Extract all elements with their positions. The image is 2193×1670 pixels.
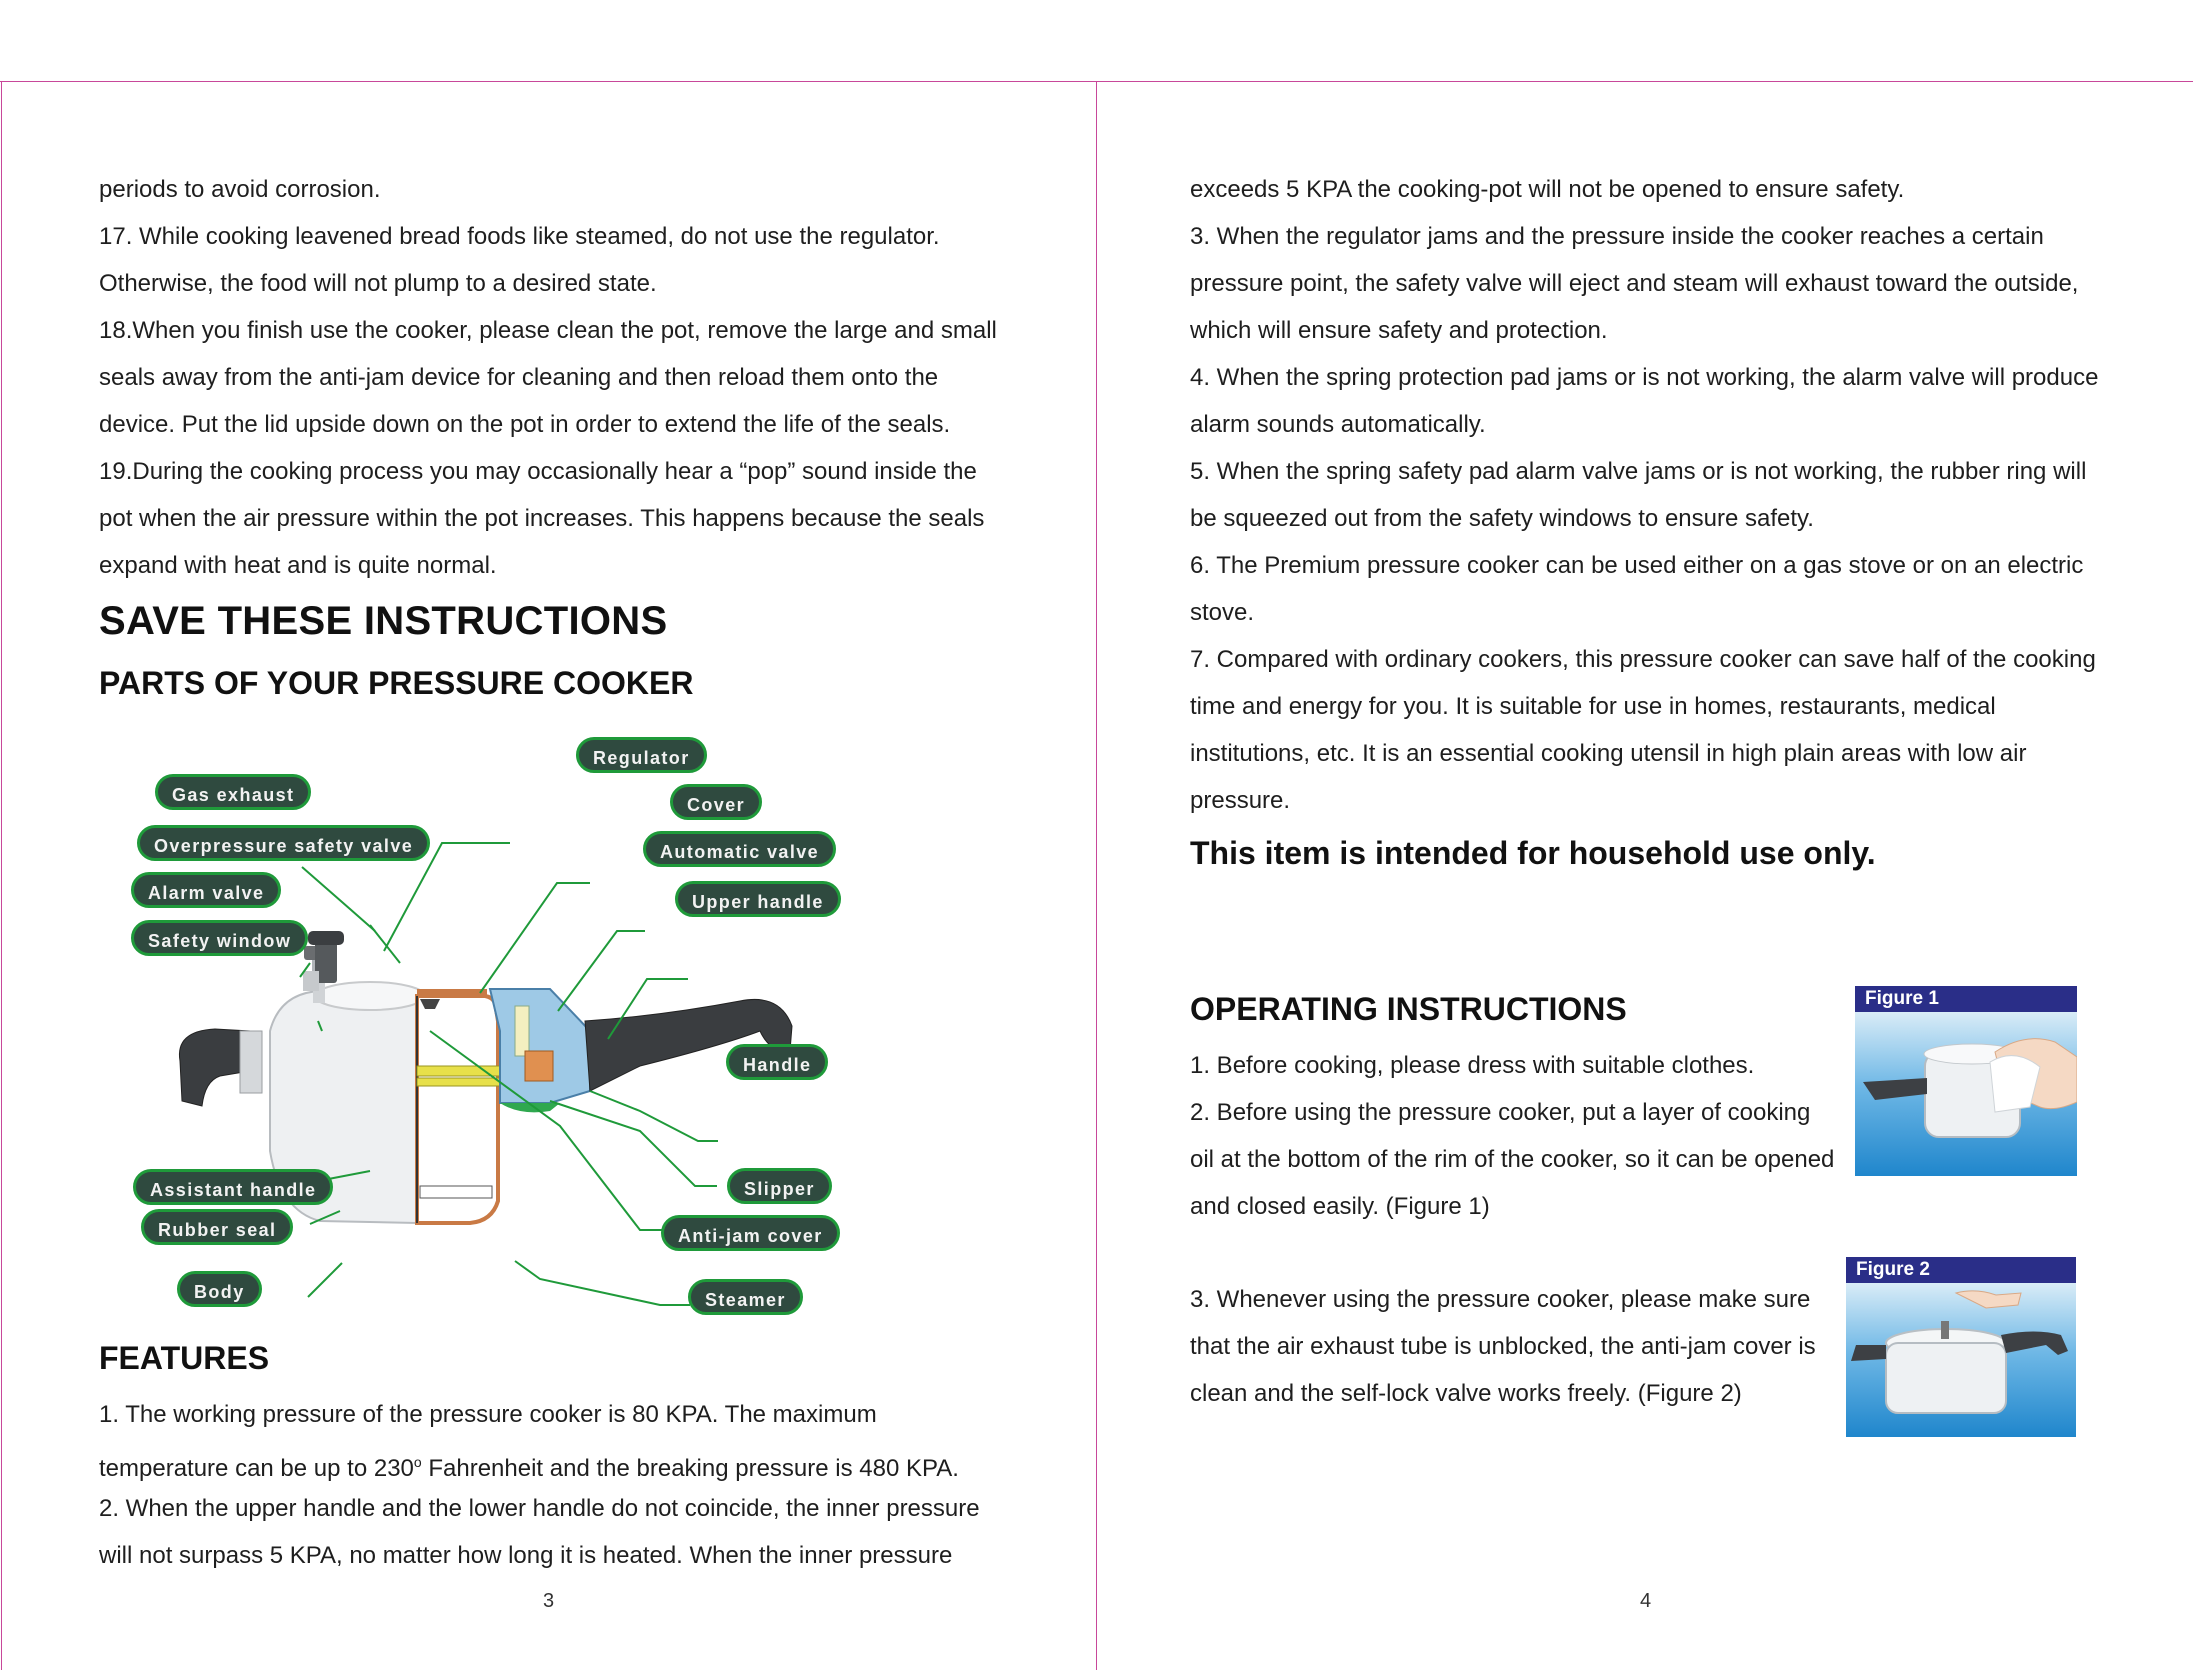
text-line: be squeezed out from the safety windows to ensure safety.	[1190, 505, 1814, 532]
label-steamer: Steamer	[688, 1279, 803, 1315]
steamer-shape	[420, 1186, 492, 1198]
text-line: 5. When the spring safety pad alarm valve jams or is not working, the rubber ring will	[1190, 458, 2087, 485]
figure-2	[1846, 1257, 2076, 1437]
text-line: and closed easily. (Figure 1)	[1190, 1193, 1490, 1220]
text-line: 19.During the cooking process you may occasionally hear a “pop” sound inside the	[99, 458, 977, 485]
text-line: oil at the bottom of the rim of the cooker, so it can be opened	[1190, 1146, 1835, 1173]
automatic-valve-stem	[515, 1006, 529, 1056]
text-line: expand with heat and is quite normal.	[99, 552, 497, 579]
text-line: alarm sounds automatically.	[1190, 411, 1486, 438]
right-page	[1097, 81, 2193, 1670]
assistant-handle-shape	[179, 1029, 250, 1106]
handle-bracket	[240, 1031, 262, 1093]
label-safety-window: Safety window	[131, 920, 308, 956]
text-line: exceeds 5 KPA the cooking-pot will not be opened to ensure safety.	[1190, 176, 1905, 203]
text-line: 6. The Premium pressure cooker can be used either on a gas stove or on an electric	[1190, 552, 2084, 579]
text-line: 4. When the spring protection pad jams or is not working, the alarm valve will produce	[1190, 364, 2099, 391]
text-line: 3. Whenever using the pressure cooker, please make sure	[1190, 1286, 1811, 1313]
overpressure-valve-shape	[303, 971, 319, 991]
figure-2-caption: Figure 2	[1846, 1257, 2076, 1283]
label-body: Body	[177, 1271, 262, 1307]
label-handle: Handle	[726, 1044, 828, 1080]
left-page	[0, 81, 1096, 1670]
regulator-top	[308, 931, 344, 945]
text-line: periods to avoid corrosion.	[99, 176, 381, 203]
text-line: 18.When you finish use the cooker, please clean the pot, remove the large and small	[99, 317, 997, 344]
save-instructions-heading: SAVE THESE INSTRUCTIONS	[99, 599, 668, 643]
text-line: 1. Before cooking, please dress with suitable clothes.	[1190, 1052, 1755, 1079]
label-regulator: Regulator	[576, 737, 707, 773]
label-cover: Cover	[670, 784, 762, 820]
lid-cut	[417, 989, 487, 995]
text-line: 2. Before using the pressure cooker, put a layer of cooking	[1190, 1099, 1811, 1126]
text-line: seals away from the anti-jam device for cleaning and then reload them onto the	[99, 364, 939, 391]
text-line: device. Put the lid upside down on the pot in order to extend the life of the seals.	[99, 411, 951, 438]
household-note: This item is intended for household use only.	[1190, 835, 1876, 871]
text-line: will not surpass 5 KPA, no matter how long it is heated. When the inner pressure	[99, 1542, 953, 1569]
text-line: 3. When the regulator jams and the pressure inside the cooker reaches a certain	[1190, 223, 2044, 250]
operating-instructions-heading: OPERATING INSTRUCTIONS	[1190, 991, 1627, 1027]
label-rubber-seal: Rubber seal	[141, 1209, 293, 1245]
text-line: 17. While cooking leavened bread foods like steamed, do not use the regulator.	[99, 223, 940, 250]
figure-1-image	[1855, 1012, 2077, 1176]
text-line: 2. When the upper handle and the lower handle do not coincide, the inner pressure	[99, 1495, 980, 1522]
text-line: temperature can be up to 230$^o$ Fahrenheit and the breaking pressure is 480 KPA.	[99, 1454, 959, 1482]
label-anti-jam-cover: Anti-jam cover	[661, 1215, 840, 1251]
label-alarm-valve: Alarm valve	[131, 872, 281, 908]
page-number: 4	[1640, 1590, 1652, 1612]
label-assistant-handle: Assistant handle	[133, 1169, 333, 1205]
parts-heading: PARTS OF YOUR PRESSURE COOKER	[99, 665, 694, 701]
figure-1-caption: Figure 1	[1855, 986, 2077, 1012]
figure-2-image	[1846, 1283, 2076, 1437]
text-line: that the air exhaust tube is unblocked, the anti-jam cover is	[1190, 1333, 1816, 1360]
text-line: 1. The working pressure of the pressure cooker is 80 KPA. The maximum	[99, 1401, 877, 1428]
text-line: pot when the air pressure within the pot increases. This happens because the seals	[99, 505, 985, 532]
label-upper-handle: Upper handle	[675, 881, 841, 917]
page-number: 3	[543, 1590, 555, 1612]
anti-jam-piece	[525, 1051, 553, 1081]
text-line: time and energy for you. It is suitable for use in homes, restaurants, medical	[1190, 693, 1996, 720]
lid-dome	[315, 982, 425, 1010]
text-line: 7. Compared with ordinary cookers, this pressure cooker can save half of the cooking	[1190, 646, 2096, 673]
text-line: institutions, etc. It is an essential cooking utensil in high plain areas with low air	[1190, 740, 2027, 767]
text-line: clean and the self-lock valve works freely. (Figure 2)	[1190, 1380, 1742, 1407]
text-line: stove.	[1190, 599, 1255, 626]
label-overpressure-safety-valve: Overpressure safety valve	[137, 825, 430, 861]
label-automatic-valve: Automatic valve	[643, 831, 836, 867]
features-heading: FEATURES	[99, 1340, 270, 1376]
text-line: pressure.	[1190, 787, 1291, 814]
text-line: Otherwise, the food will not plump to a desired state.	[99, 270, 657, 297]
label-slipper: Slipper	[727, 1168, 832, 1204]
figure-1	[1855, 986, 2077, 1176]
text-line: which will ensure safety and protection.	[1190, 317, 1608, 344]
text-line: pressure point, the safety valve will eject and steam will exhaust toward the outside,	[1190, 270, 2079, 297]
label-gas-exhaust: Gas exhaust	[155, 774, 311, 810]
